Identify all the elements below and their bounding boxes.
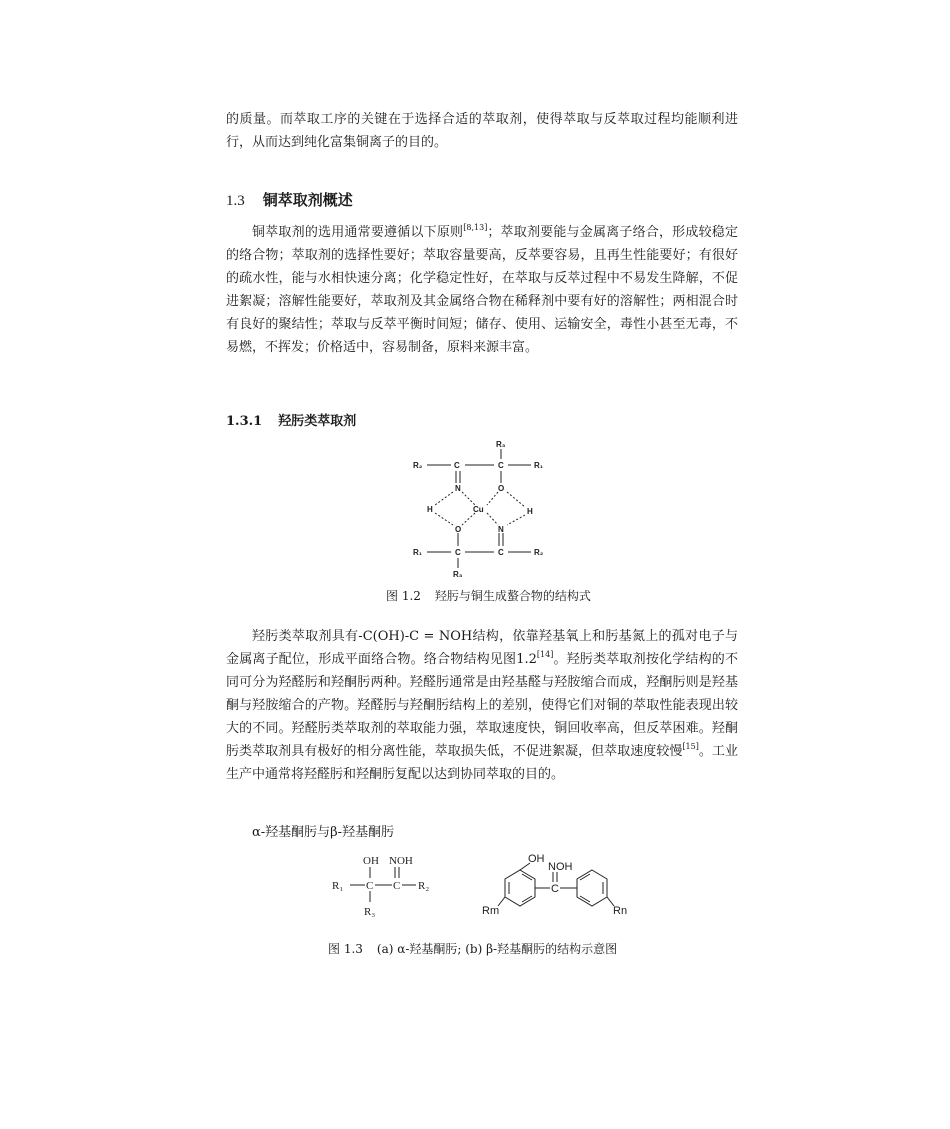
caption-number: 图 1.2 xyxy=(386,589,421,603)
oxime-text-a: 羟肟类萃取剂具有-C(OH)-C = NOH结构，依靠羟基氧上和肟基氮上的孤对电子与金属离子配位，形成平面络合物。络合物结构见图1.2 xyxy=(226,629,738,667)
citation-ref: [14] xyxy=(536,650,554,659)
figure-1-2-caption xyxy=(386,587,591,604)
label-n-top: N xyxy=(455,484,461,493)
figure-1-3a-alpha-structure xyxy=(330,852,450,922)
label-c2: C xyxy=(393,880,401,892)
label-r3-bottom: R₃ xyxy=(453,570,463,579)
oxime-paragraph xyxy=(226,625,738,786)
label-c-bottom-right: C xyxy=(498,548,504,557)
label-h-left: H xyxy=(427,505,433,514)
caption-number: 图 1.3 xyxy=(328,942,363,956)
ring-right-double-3 xyxy=(580,896,590,902)
label-cu: Cu xyxy=(473,505,484,514)
label-r3: R₃ xyxy=(364,906,376,918)
subsection-title: 羟肟类萃取剂 xyxy=(278,414,357,429)
coord-o-cu xyxy=(487,492,498,505)
coord-cu-o xyxy=(462,513,475,525)
coord-n-cu xyxy=(462,492,475,505)
ring-right-double-2 xyxy=(580,874,590,880)
alpha-beta-text: α-羟基酮肟与β-羟基酮肟 xyxy=(252,825,395,840)
hbond-h-o xyxy=(435,513,453,525)
principles-paragraph xyxy=(226,221,738,359)
subsection-heading-1-3-1 xyxy=(226,410,356,429)
citation-ref: [8,13] xyxy=(463,223,488,232)
label-rn: Rn xyxy=(613,905,628,917)
principles-text-b: ；萃取剂要能与金属离子络合，形成较稳定的络合物；萃取剂的选择性要好；萃取容量要高，反萃要容易，且再生性能要好；有很好的疏水性，能与水相快速分离；化学稳定性好，在萃取与反萃过程中不易发生降解，不促进絮凝；溶解性能要好，萃取剂及其金属络合物在稀释剂中要有好的溶解性；两相混合时有良好的聚结性；萃取与反萃平衡时间短；储存、使用、运输安全，毒性小甚至无毒，不易燃，不挥发；价格适中，容易制备，原料来源丰富。 xyxy=(226,225,738,355)
caption-text: (a) α-羟基酮肟; (b) β-羟基酮肟的结构示意图 xyxy=(376,942,618,956)
label-r3-top: R₃ xyxy=(496,440,506,449)
coord-cu-n xyxy=(487,513,498,525)
ring-left-double-2 xyxy=(522,874,532,880)
figure-1-3b-beta-structure xyxy=(480,848,650,923)
label-c1: C xyxy=(366,880,374,892)
citation-ref: [15] xyxy=(682,742,699,751)
caption-text: 羟肟与铜生成螯合物的结构式 xyxy=(434,589,591,603)
label-oh: OH xyxy=(363,855,379,867)
intro-paragraph xyxy=(226,108,738,154)
label-c-top-left: C xyxy=(454,461,460,470)
hbond-n-h xyxy=(435,492,453,505)
label-noh: NOH xyxy=(389,855,413,867)
figure-1-2-chelate-structure xyxy=(405,437,575,582)
section-number: 1.3 xyxy=(226,193,245,209)
ring-left-double-3 xyxy=(522,896,532,902)
label-r1-left: R₁ xyxy=(413,548,423,557)
oxime-text-b: 。羟肟类萃取剂按化学结构的不同可分为羟醛肟和羟酮肟两种。羟醛肟通常是由羟基醛与羟胺缩合而成，羟酮肟则是羟基酮与羟胺缩合的产物。羟醛肟与羟酮肟结构上的差别，使得它们对铜的萃取性能表现出较大的不同。羟醛肟类萃取剂的萃取能力强，萃取速度快，铜回收率高，但反萃困难。羟酮肟类萃取剂具有极好的相分离性能，萃取损失低，不促进絮凝，但萃取速度较慢 xyxy=(226,652,738,759)
subsection-number: 1.3.1 xyxy=(226,414,263,429)
section-heading-1-3 xyxy=(226,189,353,210)
intro-text: 的质量。而萃取工序的关键在于选择合适的萃取剂，使得萃取与反萃取过程均能顺利进行，从而达到纯化富集铜离子的目的。 xyxy=(226,112,738,150)
label-h-right: H xyxy=(527,507,533,516)
label-o-top: O xyxy=(498,484,505,493)
label-r1: R₁ xyxy=(332,880,344,892)
label-c-top-right: C xyxy=(498,461,504,470)
label-o-bottom: O xyxy=(455,525,462,534)
label-c-bottom-left: C xyxy=(455,548,461,557)
hbond-o-h xyxy=(507,492,525,507)
label-n-bottom: N xyxy=(498,525,504,534)
section-title: 铜萃取剂概述 xyxy=(262,191,353,209)
label-r1-right: R₁ xyxy=(534,461,544,470)
principles-text-a: 铜萃取剂的选用通常要遵循以下原则 xyxy=(252,225,464,240)
hbond-h-n xyxy=(507,515,525,525)
label-rm: Rm xyxy=(482,905,500,917)
alpha-beta-subtitle xyxy=(226,821,738,844)
label-c: C xyxy=(551,883,559,895)
label-r2: R₂ xyxy=(418,880,430,892)
label-noh: NOH xyxy=(548,861,573,873)
label-oh: OH xyxy=(528,853,545,865)
label-r2-left: R₂ xyxy=(413,461,423,470)
oxime-text-c: 。工业生产中通常将羟醛肟和羟酮肟复配以达到协同萃取的目的。 xyxy=(226,744,738,782)
figure-1-3-caption xyxy=(328,940,617,957)
label-r2-right: R₂ xyxy=(534,548,544,557)
